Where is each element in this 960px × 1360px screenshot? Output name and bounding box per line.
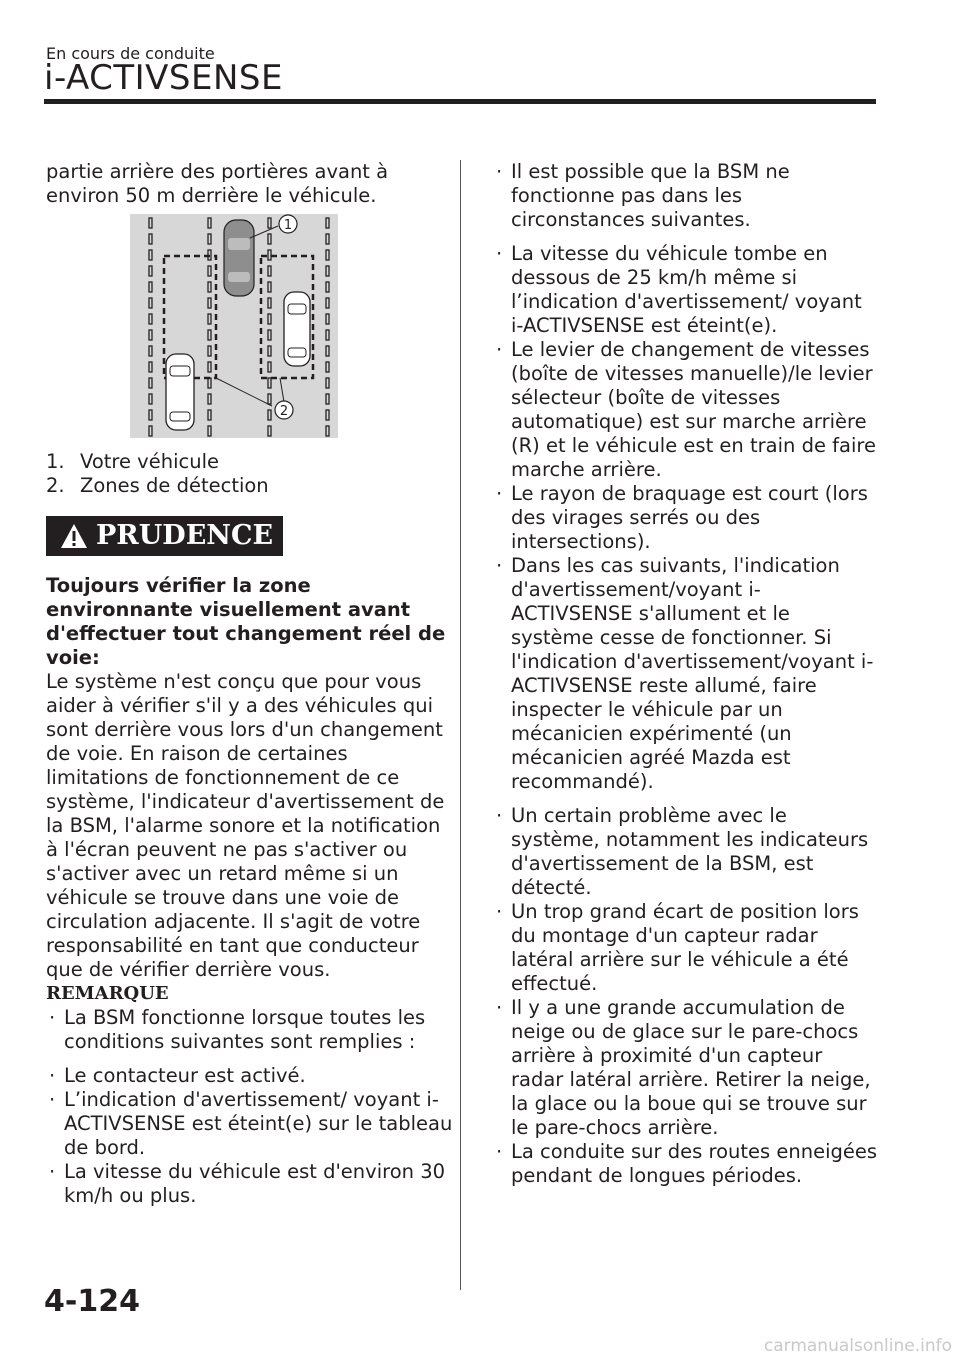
callout-1-number: 1	[283, 218, 293, 233]
subbullet: · La conduite sur des routes enneigées pendant de longues périodes.	[493, 1140, 878, 1188]
remark-bullet: · La BSM fonctionne lorsque toutes les conditions suivantes sont remplies :	[46, 1006, 456, 1054]
callout-2-number: 2	[279, 404, 289, 419]
bsm-zones-figure	[130, 214, 338, 438]
page-title: i-ACTIVSENSE	[44, 58, 283, 98]
subbullet: · Le levier de changement de vitesses (boîte de vitesses manuelle)/le levier sélecteur (boîte de vitesses automatique) est sur marche arrière (R) et le véhicule est en train de faire marche arrière.	[493, 338, 878, 482]
subbullet: · Il y a une grande accumulation de neige ou de glace sur le pare-chocs arrière à proximité d'un capteur radar latéral arrière. Retirer la neige, la glace ou la boue qui se trouve sur le pare-chocs arrière.	[493, 996, 878, 1140]
caution-label: PRUDENCE	[96, 520, 274, 551]
legend-item-2: 2. Zones de détection	[46, 474, 269, 497]
page-number: 4-124	[44, 1284, 140, 1319]
right-column	[493, 160, 878, 1188]
legend-item-1: 1. Votre véhicule	[46, 450, 219, 473]
remark-subbullet: · Le contacteur est activé.	[46, 1064, 456, 1088]
vehicle-left-lane	[166, 354, 194, 430]
watermark: carmanualsonline.info	[763, 1336, 952, 1356]
bullet-bsm-may-not-work: · Il est possible que la BSM ne fonctionne pas dans les circonstances suivantes.	[493, 160, 878, 232]
own-vehicle	[224, 220, 254, 296]
remark-subbullet: · L’indication d'avertissement/ voyant i-ACTIVSENSE est éteint(e) sur le tableau de bord.	[46, 1088, 456, 1160]
subbullet: · La vitesse du véhicule tombe en dessous de 25 km/h même si l’indication d'avertissement/ voyant i-ACTIVSENSE est éteint(e).	[493, 242, 878, 338]
vehicle-right-lane	[284, 292, 310, 366]
header-rule	[44, 99, 876, 104]
subbullet: · Un trop grand écart de position lors du montage d'un capteur radar latéral arrière sur le véhicule a été effectué.	[493, 900, 878, 996]
remark-subbullet: · La vitesse du véhicule est d'environ 30 km/h ou plus.	[46, 1160, 456, 1208]
caution-heading: Toujours vérifier la zone environnante visuellement avant d'effectuer tout changement réel de voie:	[46, 574, 446, 669]
remark-label: REMARQUE	[46, 983, 169, 1004]
left-column	[46, 160, 456, 1208]
intro-text: partie arrière des portières avant à environ 50 m derrière le véhicule.	[46, 160, 389, 207]
warning-icon	[60, 523, 88, 549]
subbullet: · Le rayon de braquage est court (lors des virages serrés ou des intersections).	[493, 482, 878, 554]
bullet-system-stops: · Dans les cas suivants, l'indication d'avertissement/voyant i-ACTIVSENSE s'allument et le système cesse de fonctionner. Si l'indication d'avertissement/voyant i-ACTIVSENSE reste allumé, faire inspecter le véhicule par un mécanicien expérimenté (un mécanicien agréé Mazda est recommandé).	[493, 554, 878, 794]
caution-body: Le système n'est conçu que pour vous aider à vérifier s'il y a des véhicules qui sont derrière vous lors d'un changement de voie. En raison de certaines limitations de fonctionnement de ce système, l'indicateur d'avertissement de la BSM, l'alarme sonore et la notification à l'écran peuvent ne pas s'activer ou s'activer avec un retard même si un véhicule se trouve dans une voie de circulation adjacente. Il s'agit de votre responsabilité en tant que conducteur que de vérifier derrière vous.	[46, 670, 445, 981]
section-label: En cours de conduite	[46, 44, 215, 63]
column-divider	[460, 160, 461, 1290]
caution-banner	[46, 516, 283, 556]
subbullet: · Un certain problème avec le système, notamment les indicateurs d'avertissement de la BSM, est détecté.	[493, 804, 878, 900]
